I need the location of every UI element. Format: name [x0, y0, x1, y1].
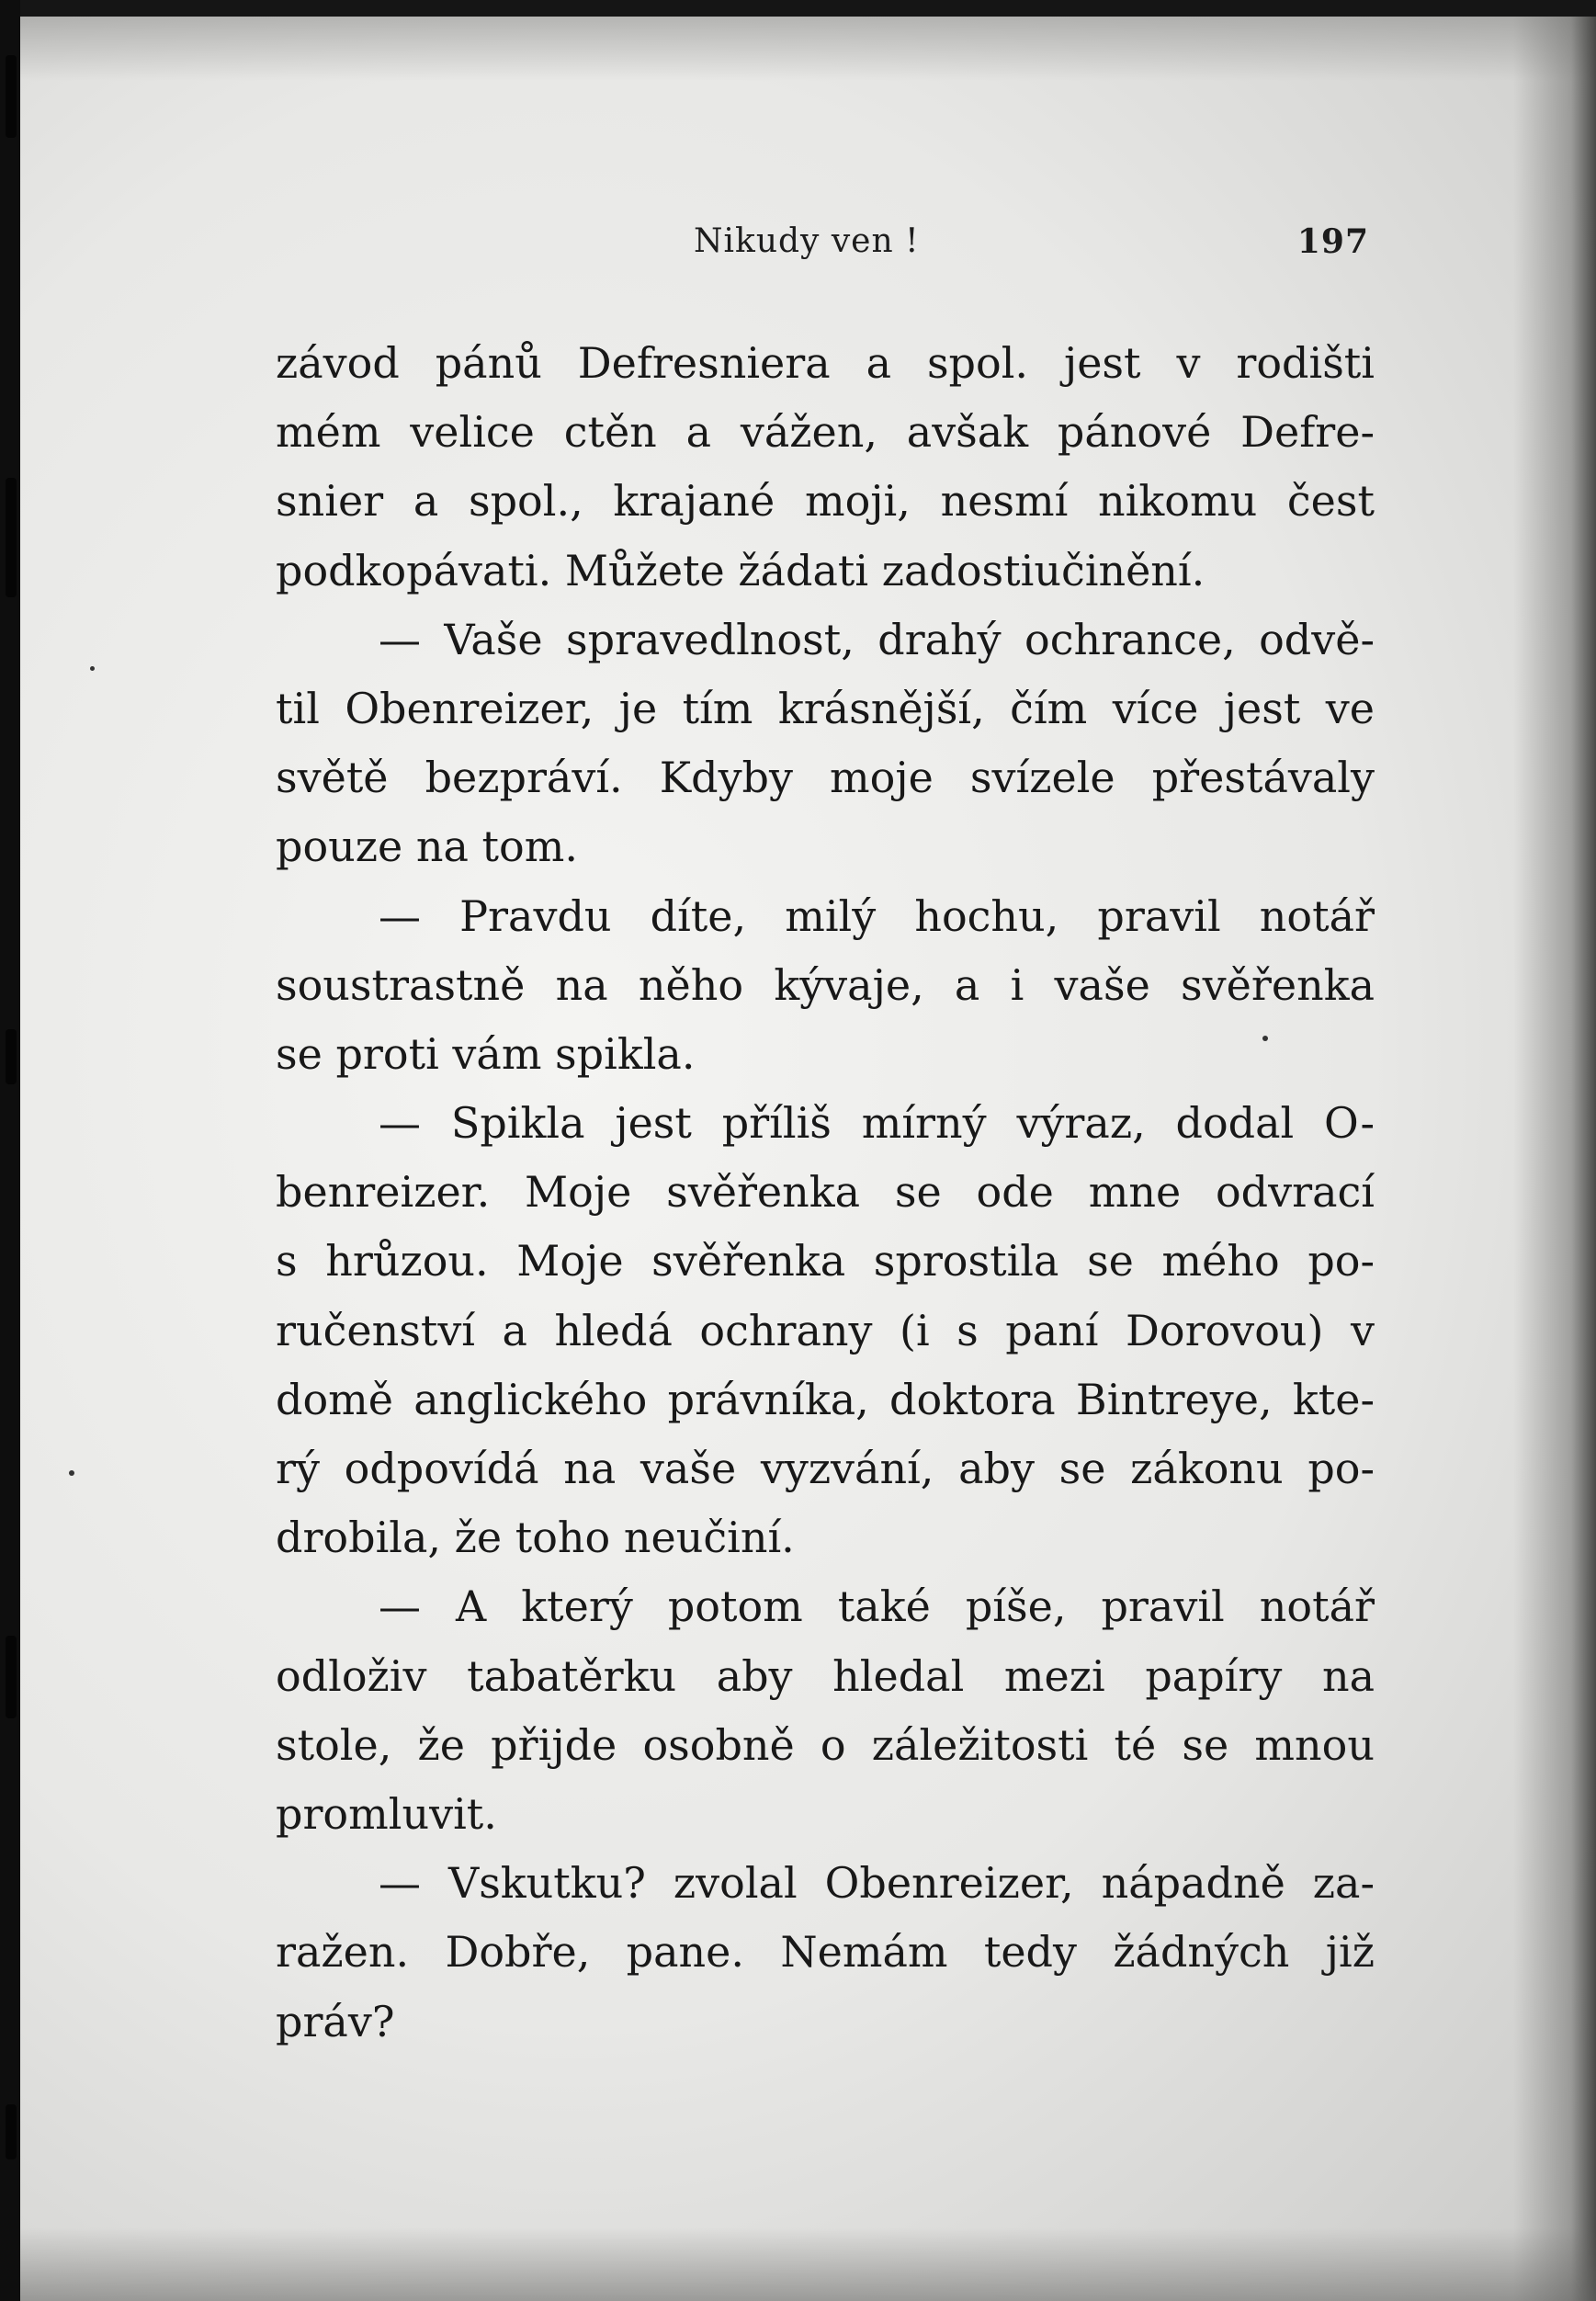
text-line: soustrastně na něho kývaje, a i vaše svěřenka [276, 959, 1375, 1010]
page-edge-shadow-top [20, 17, 1596, 81]
text-line: s hrůzou. Moje svěřenka sprostila se mého po- [276, 1236, 1375, 1287]
running-title: Nikudy ven ! [694, 222, 920, 260]
page-edge-shadow-bottom [20, 2227, 1596, 2301]
text-line: práv? [276, 1996, 395, 2046]
text-line: — Vaše spravedlnost, drahý ochrance, odvě- [379, 614, 1375, 664]
text-line: rý odpovídá na vaše vyzvání, aby se zákonu po- [276, 1444, 1375, 1493]
text-line: se proti vám spikla. [276, 1028, 696, 1079]
body-text [276, 329, 1375, 2057]
spine-mark [6, 2104, 17, 2159]
text-line: závod pánů Defresniera a spol. jest v rodišti [276, 338, 1375, 388]
text-line: pouze na tom. [276, 822, 578, 872]
book-spine-shadow [0, 0, 20, 2301]
text-line: — Vskutku? zvolal Obenreizer, nápadně za- [379, 1858, 1375, 1909]
text-line: — Pravdu díte, milý hochu, pravil notář [379, 890, 1375, 941]
text-line: ražen. Dobře, pane. Nemám tedy žádných již [276, 1927, 1375, 1978]
text-line: stole, že přijde osobně o záležitosti té se mnou [276, 1719, 1375, 1770]
spine-mark [6, 478, 17, 597]
text-line: snier a spol., krajané moji, nesmí nikomu čest [276, 476, 1375, 527]
page-number: 197 [1296, 222, 1369, 261]
spine-mark [6, 55, 17, 138]
page-edge-shadow-right [1513, 17, 1596, 2301]
text-line: promluvit. [276, 1788, 497, 1839]
running-head [276, 222, 1369, 268]
text-line: til Obenreizer, je tím krásnější, čím více jest ve [276, 683, 1375, 733]
spine-mark [6, 1029, 17, 1084]
text-line: světě bezpráví. Kdyby moje svízele přestávaly [276, 753, 1375, 803]
text-line: ručenství a hledá ochrany (i s paní Dorovou) v [276, 1305, 1375, 1355]
text-line: — Spikla jest příliš mírný výraz, dodal O- [379, 1098, 1375, 1149]
text-line: mém velice ctěn a vážen, avšak pánové Defre- [276, 407, 1375, 458]
paper-speck [90, 666, 95, 671]
text-line: podkopávati. Můžete žádati zadostiučinění. [276, 545, 1205, 595]
text-line: odloživ tabatěrku aby hledal mezi papíry na [276, 1650, 1375, 1701]
text-line: domě anglického právníka, doktora Bintreye, kte- [276, 1374, 1375, 1424]
text-line: — A který potom také píše, pravil notář [379, 1581, 1375, 1632]
paper-speck [69, 1470, 74, 1476]
spine-mark [6, 1636, 17, 1718]
text-line: benreizer. Moje svěřenka se ode mne odvrací [276, 1167, 1375, 1218]
text-line: drobila, že toho neučiní. [276, 1513, 795, 1563]
